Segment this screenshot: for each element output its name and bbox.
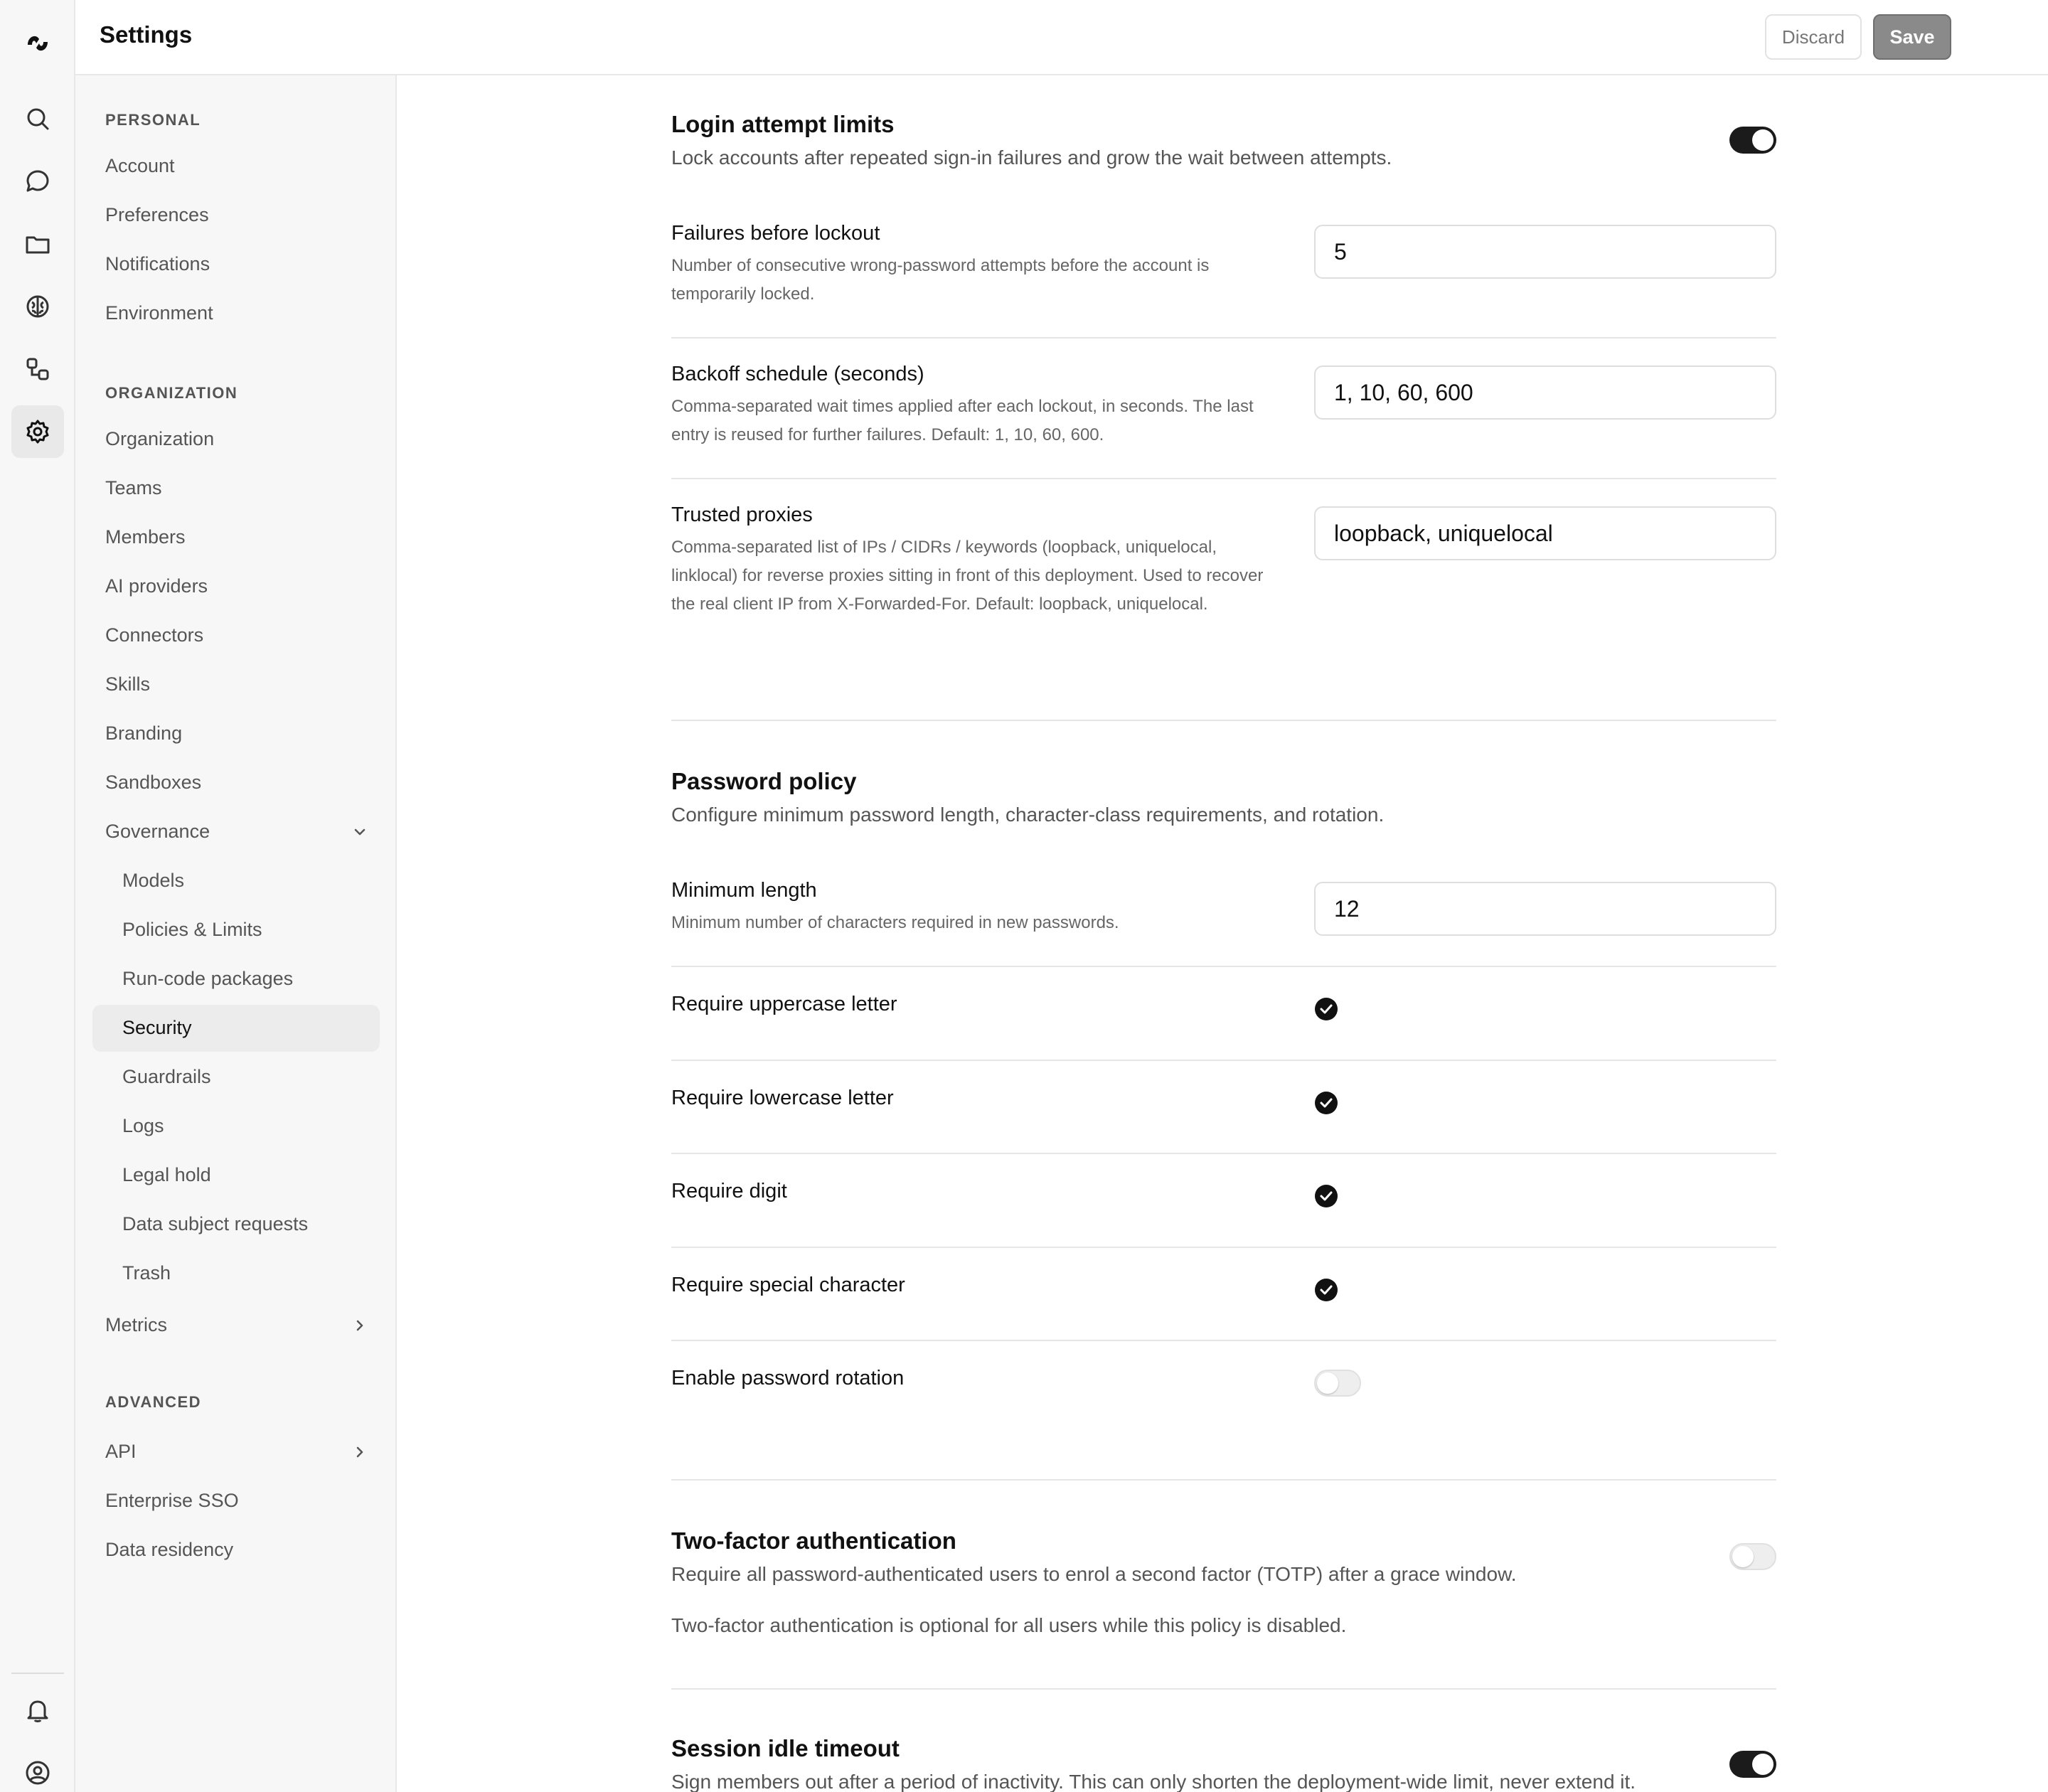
divider [671,966,1776,967]
nav-item-skills[interactable]: Skills [105,673,151,695]
nav-item-logs[interactable]: Logs [122,1115,164,1136]
workflow-icon[interactable] [11,343,64,395]
save-button[interactable]: Save [1873,14,1951,60]
chevron-right-icon[interactable] [350,1442,370,1462]
login-limits-title: Login attempt limits [671,111,895,137]
divider [671,478,1776,479]
toggle-knob [1752,129,1774,151]
section-divider [671,720,1776,721]
nav-item-governance[interactable]: Governance [105,821,210,842]
special-checkbox[interactable] [1314,1278,1338,1302]
session-timeout-toggle[interactable] [1729,1751,1776,1778]
min-length-label: Minimum length [671,879,817,902]
section-divider [671,1688,1776,1690]
nav-item-legal-hold[interactable]: Legal hold [122,1164,211,1185]
brain-icon[interactable] [11,280,64,333]
lowercase-checkbox[interactable] [1314,1091,1338,1115]
nav-item-sandboxes[interactable]: Sandboxes [105,772,202,793]
nav-item-data-subject-requests[interactable]: Data subject requests [122,1213,309,1234]
backoff-label: Backoff schedule (seconds) [671,363,924,385]
login-limits-toggle[interactable] [1729,127,1776,154]
failures-input[interactable] [1316,226,1775,277]
nav-item-policies-limits[interactable]: Policies & Limits [122,919,262,940]
min-length-field[interactable] [1314,882,1776,936]
nav-section-advanced: ADVANCED [105,1393,202,1411]
toggle-knob [1317,1372,1338,1394]
proxies-help: Comma-separated list of IPs / CIDRs / keywords (loopback, uniquelocal, linklocal) for reverse proxies sitting in front of this deployment. Used to recover the real client IP from X-Forwarded-For. Default: loopback, uniquelocal. [671,538,1264,614]
page-title: Settings [100,21,193,48]
divider [671,1247,1776,1248]
backoff-field[interactable] [1314,366,1776,420]
proxies-input[interactable] [1316,508,1775,559]
nav-item-account[interactable]: Account [105,155,175,176]
rotation-label: Enable password rotation [671,1367,905,1390]
backoff-help: Comma-separated wait times applied after each lockout, in seconds. The last entry is reused for further failures. Default: 1, 10, 60, 600. [671,397,1254,444]
digit-checkbox[interactable] [1314,1184,1338,1208]
uppercase-label: Require uppercase letter [671,993,897,1015]
nav-item-notifications[interactable]: Notifications [105,253,210,274]
nav-item-ai-providers[interactable]: AI providers [105,575,208,597]
min-length-input[interactable] [1316,883,1775,934]
two-factor-title: Two-factor authentication [671,1527,956,1554]
min-length-help: Minimum number of characters required in new passwords. [671,913,1119,932]
nav-item-enterprise-sso[interactable]: Enterprise SSO [105,1490,239,1511]
proxies-field[interactable] [1314,506,1776,560]
nav-item-environment[interactable]: Environment [105,302,213,324]
special-label: Require special character [671,1274,905,1296]
toggle-knob [1752,1754,1774,1775]
nav-item-models[interactable]: Models [122,870,185,891]
nav-item-members[interactable]: Members [105,526,186,548]
settings-nav [75,75,397,1792]
gear-icon[interactable] [11,405,64,458]
discard-button[interactable]: Discard [1765,14,1862,60]
nav-item-data-residency[interactable]: Data residency [105,1539,234,1560]
failures-field[interactable] [1314,225,1776,279]
chat-icon[interactable] [11,155,64,208]
uppercase-checkbox[interactable] [1314,997,1338,1021]
logo-icon[interactable] [11,17,64,70]
chevron-right-icon[interactable] [350,1316,370,1335]
nav-item-organization[interactable]: Organization [105,428,215,449]
backoff-input[interactable] [1316,367,1775,418]
login-limits-description: Lock accounts after repeated sign-in failures and grow the wait between attempts. [671,146,1392,169]
proxies-label: Trusted proxies [671,503,813,526]
nav-section-personal: PERSONAL [105,111,201,129]
nav-item-metrics[interactable]: Metrics [105,1314,167,1335]
two-factor-description: Require all password-authenticated users to enrol a second factor (TOTP) after a grace window. [671,1563,1517,1585]
session-timeout-description: Sign members out after a period of inactivity. This can only shorten the deployment-wide limit, never extend it. [671,1771,1636,1792]
session-timeout-title: Session idle timeout [671,1735,900,1761]
failures-label: Failures before lockout [671,222,880,245]
nav-item-security[interactable]: Security [122,1017,192,1038]
top-bar [75,0,2048,75]
nav-item-branding[interactable]: Branding [105,722,183,744]
divider [671,1153,1776,1154]
digit-label: Require digit [671,1180,787,1202]
section-divider [671,1479,1776,1481]
divider [671,1060,1776,1061]
lowercase-label: Require lowercase letter [671,1087,894,1109]
folder-icon[interactable] [11,218,64,270]
nav-item-api[interactable]: API [105,1441,137,1462]
icon-rail [0,0,75,1792]
failures-help: Number of consecutive wrong-password attempts before the account is temporarily locked. [671,256,1210,304]
divider [671,337,1776,338]
rail-divider [11,1673,64,1674]
password-policy-description: Configure minimum password length, character-class requirements, and rotation. [671,804,1385,826]
two-factor-status: Two-factor authentication is optional for all users while this policy is disabled. [671,1614,1347,1636]
two-factor-toggle[interactable] [1729,1543,1776,1570]
rotation-toggle[interactable] [1314,1370,1361,1397]
search-icon[interactable] [11,92,64,145]
nav-item-guardrails[interactable]: Guardrails [122,1066,211,1087]
nav-section-organization: ORGANIZATION [105,384,238,402]
nav-item-trash[interactable]: Trash [122,1262,171,1284]
password-policy-title: Password policy [671,768,857,794]
nav-item-connectors[interactable]: Connectors [105,624,204,646]
nav-item-preferences[interactable]: Preferences [105,204,209,225]
chevron-down-icon[interactable] [350,822,370,842]
bell-icon[interactable] [11,1684,64,1737]
divider [671,1340,1776,1341]
toggle-knob [1732,1546,1754,1567]
nav-item-run-code-packages[interactable]: Run-code packages [122,968,294,989]
nav-item-teams[interactable]: Teams [105,477,162,498]
user-circle-icon[interactable] [11,1746,64,1792]
